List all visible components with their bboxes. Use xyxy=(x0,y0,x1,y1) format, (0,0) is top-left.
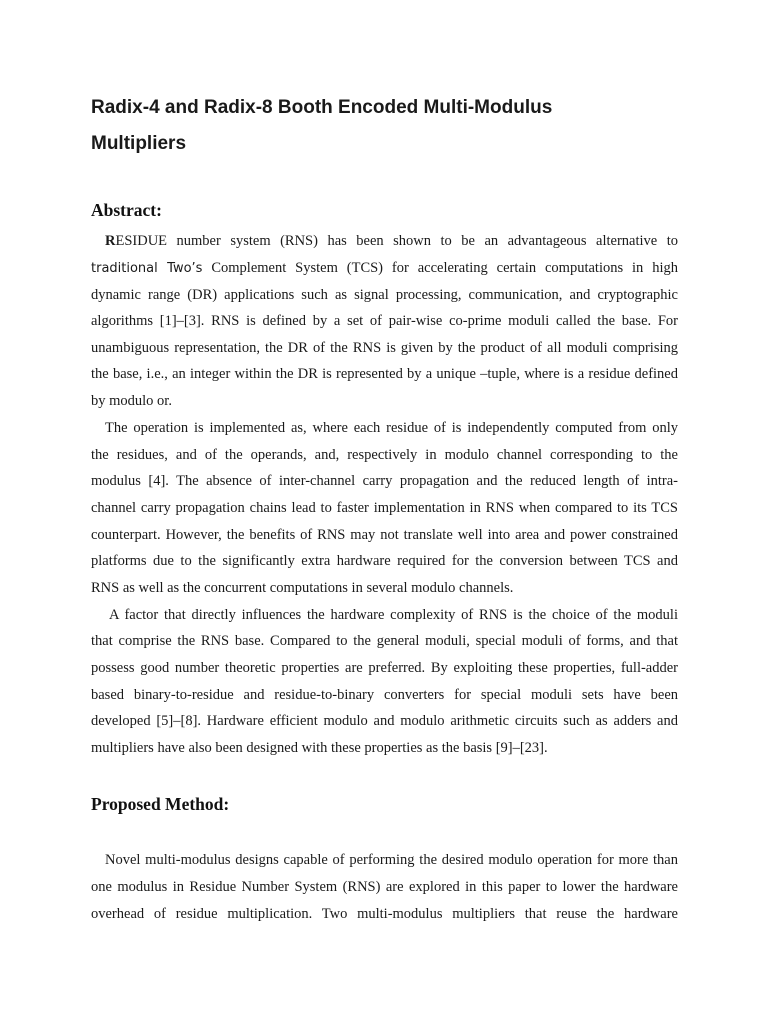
abstract-p1-line-4: algorithms [1]–[3]. RNS is defined by a set of pair-wise co-prime moduli called the base. For xyxy=(91,313,678,329)
document-title xyxy=(91,90,691,162)
abstract-p1-line-2 xyxy=(91,258,678,279)
abstract-p2-line-2: the residues, and of the operands, and, respectively in modulo channel corresponding to the xyxy=(91,447,678,463)
abstract-p3-line-5: developed [5]–[8]. Hardware efficient modulo and modulo arithmetic circuits such as adders and xyxy=(91,713,678,729)
abstract-p1-line-2-sans: traditional Two’s xyxy=(91,261,203,276)
method-line-2: one modulus in Residue Number System (RNS) are explored in this paper to lower the hardware xyxy=(91,879,678,895)
abstract-p2-line-5: counterpart. However, the benefits of RNS may not translate well into area and power constrained xyxy=(91,527,678,543)
abstract-p3-line-1: A factor that directly influences the hardware complexity of RNS is the choice of the moduli xyxy=(109,607,678,623)
method-line-3: overhead of residue multiplication. Two multi-modulus multipliers that reuse the hardware xyxy=(91,906,678,922)
proposed-method-heading: Proposed Method: xyxy=(91,794,230,814)
abstract-p1-line-5: unambiguous representation, the DR of the RNS is given by the product of all moduli comprising xyxy=(91,340,678,356)
abstract-p2-line-4: channel carry propagation chains lead to faster implementation in RNS when compared to its TCS xyxy=(91,500,678,516)
abstract-p2-line-7: RNS as well as the concurrent computations in several modulo channels. xyxy=(91,580,514,596)
method-line-1: Novel multi-modulus designs capable of performing the desired modulo operation for more than xyxy=(105,852,678,868)
abstract-p2-line-1: The operation is implemented as, where each residue of is independently computed from only xyxy=(105,420,678,436)
title-line-2: Multipliers xyxy=(91,133,187,154)
abstract-p1-line-1 xyxy=(105,231,678,251)
abstract-p1-line-2-text: Complement System (TCS) for accelerating certain computations in high xyxy=(202,260,678,276)
title-line-1: Radix-4 and Radix-8 Booth Encoded Multi-Modulus xyxy=(91,97,553,118)
abstract-p1-line-7: by modulo or. xyxy=(91,393,172,409)
abstract-p3-line-6: multipliers have also been designed with these properties as the basis [9]–[23]. xyxy=(91,740,548,756)
abstract-p3-line-3: possess good number theoretic properties are preferred. By exploiting these properties, full-adder xyxy=(91,660,678,676)
abstract-p2-line-3: modulus [4]. The absence of inter-channel carry propagation and the reduced length of intra- xyxy=(91,473,678,489)
abstract-p1-line-3: dynamic range (DR) applications such as signal processing, communication, and cryptographic xyxy=(91,287,678,303)
abstract-p2-line-6: platforms due to the significantly extra hardware required for the conversion between TCS and xyxy=(91,553,678,569)
abstract-p3-line-2: that comprise the RNS base. Compared to the general moduli, special moduli of forms, and that xyxy=(91,633,678,649)
abstract-heading: Abstract: xyxy=(91,200,162,220)
abstract-p1-line-1-text: ESIDUE number system (RNS) has been shown to be an advantageous alternative to xyxy=(115,233,678,249)
abstract-p3-line-4: based binary-to-residue and residue-to-binary converters for special moduli sets have been xyxy=(91,687,678,703)
abstract-p1-line-6: the base, i.e., an integer within the DR is represented by a unique –tuple, where is a residue defined xyxy=(91,366,678,382)
drop-letter: R xyxy=(105,233,116,249)
